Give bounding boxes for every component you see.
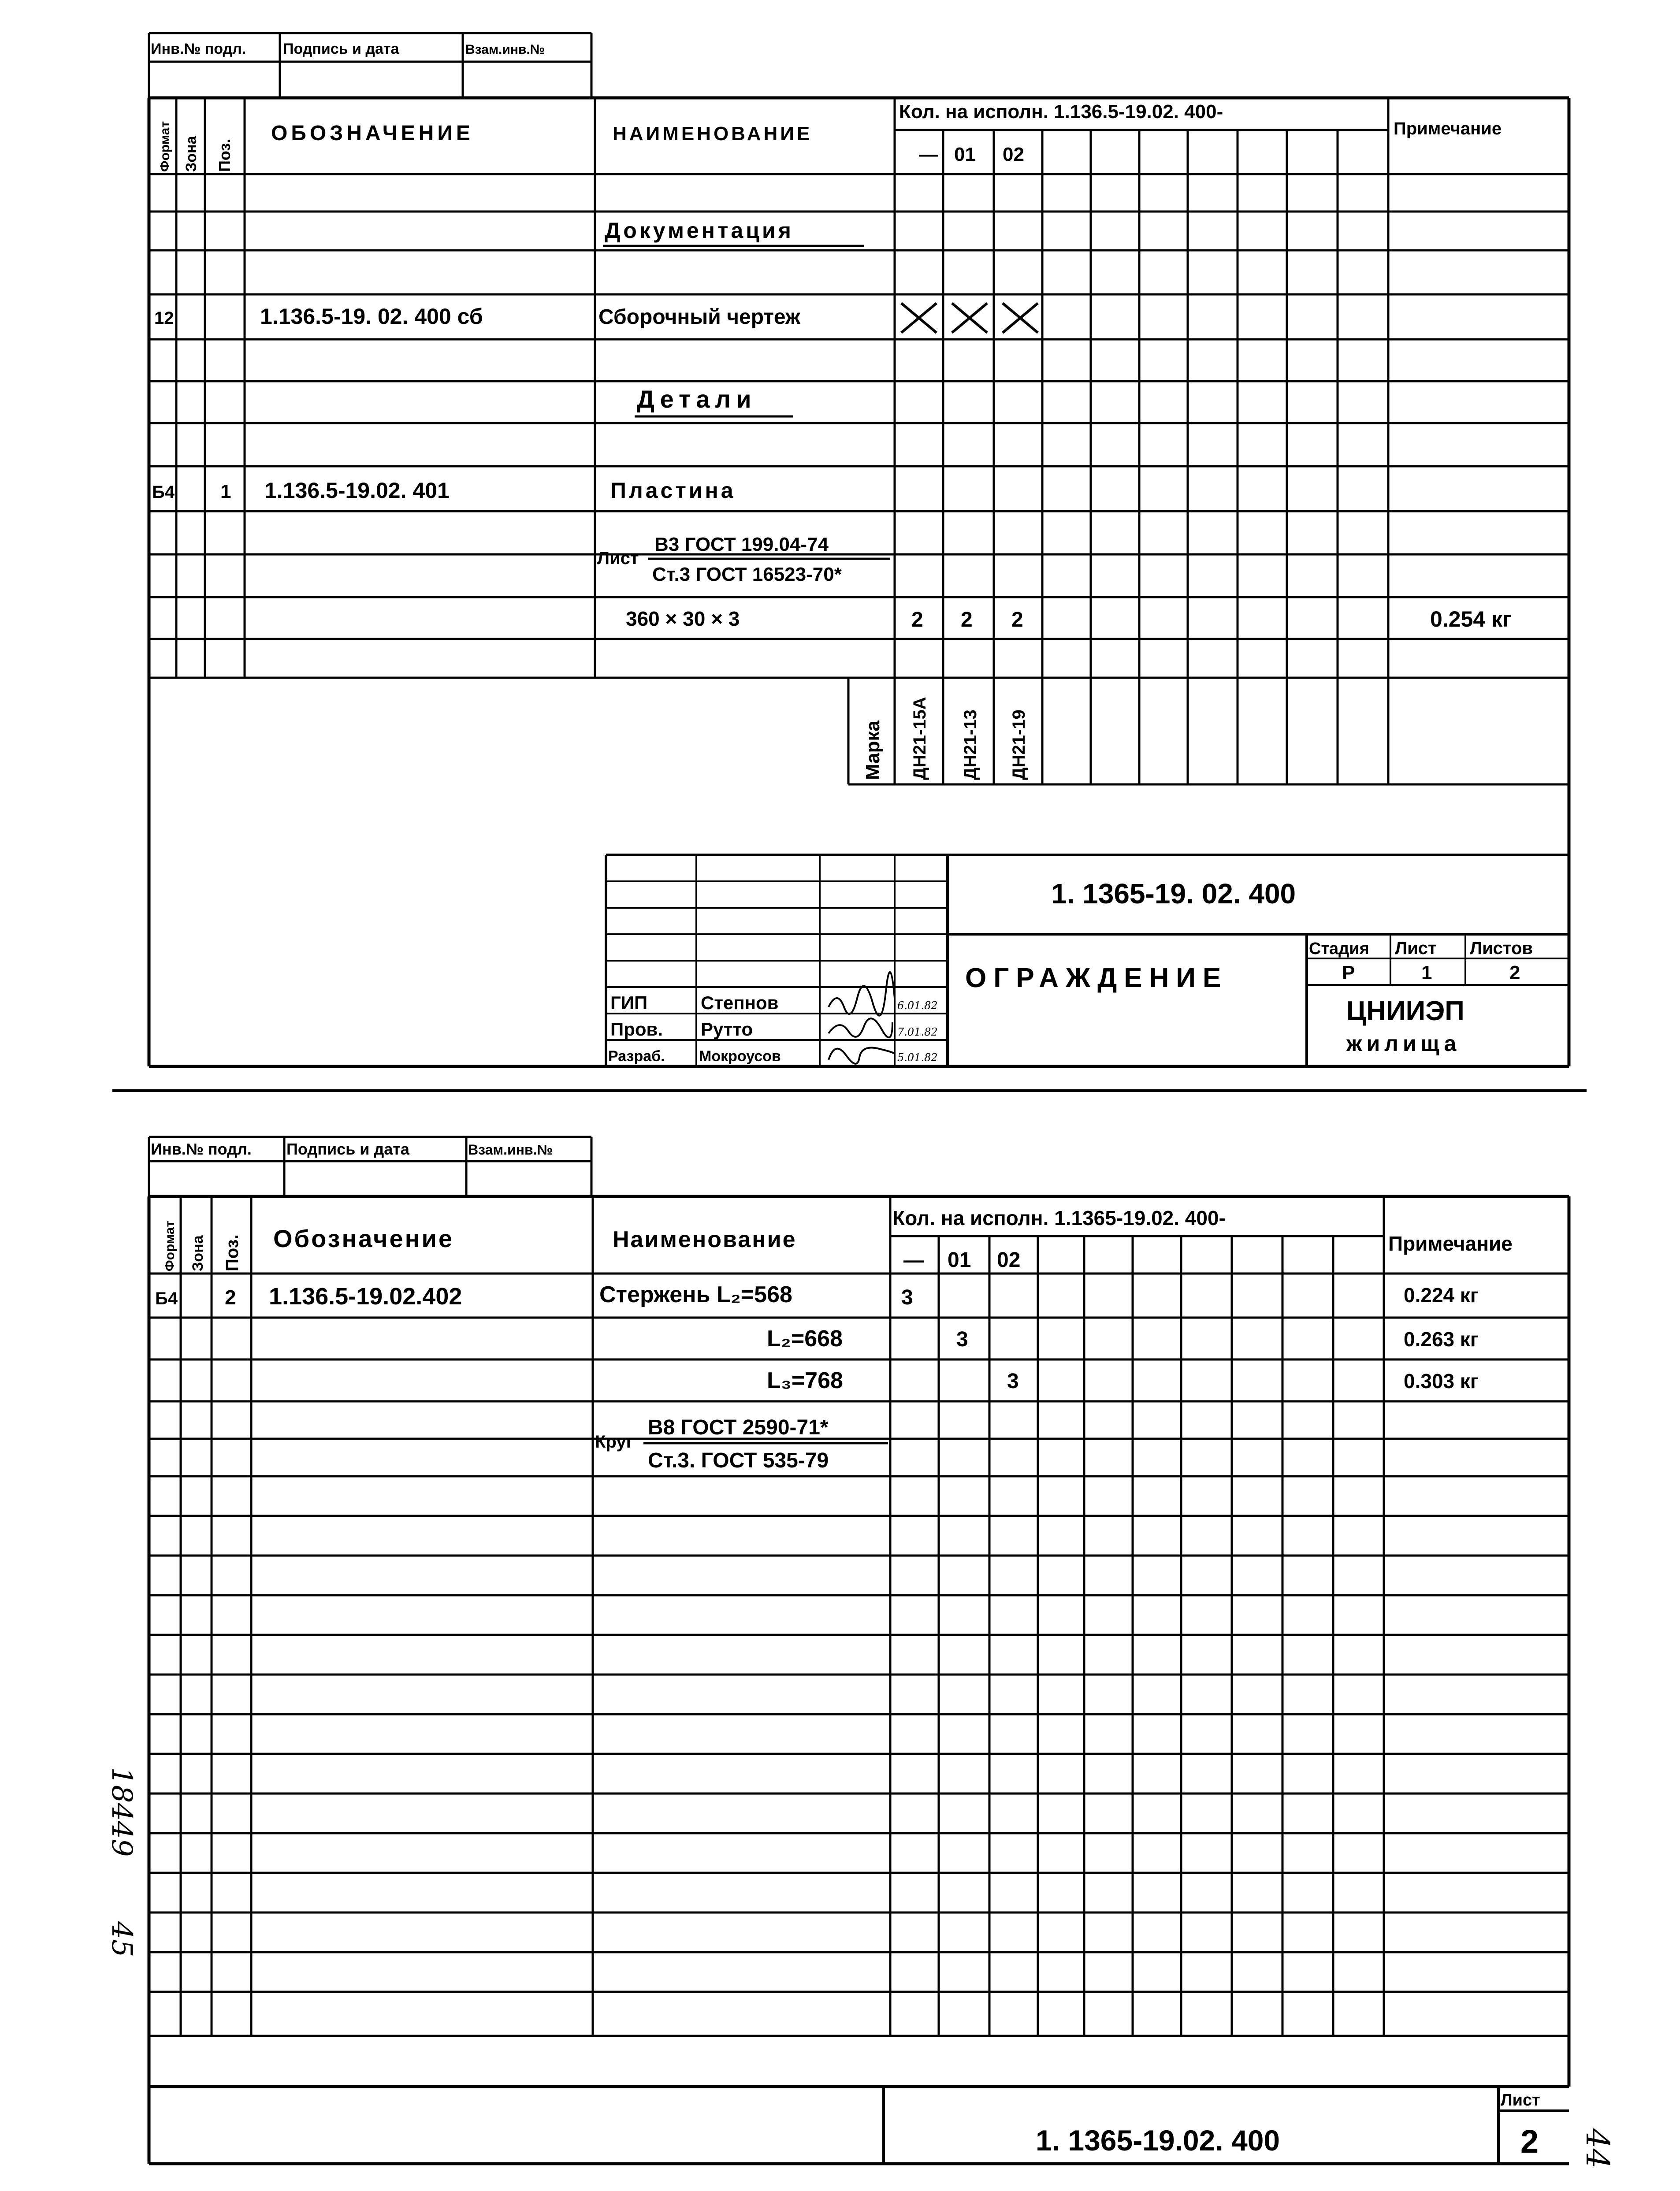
title-org-1: ЦНИИЭП: [1346, 996, 1464, 1026]
row-1-q1: 3: [956, 1328, 968, 1351]
material-bottom: Ст.3 ГОСТ 16523-70*: [652, 564, 842, 585]
person-date-0: 6.01.82: [897, 999, 938, 1012]
person-name-0: Степнов: [701, 992, 779, 1013]
header-designation: ОБОЗНАЧЕНИЕ: [271, 122, 474, 145]
header2-zone: Зона: [190, 1235, 206, 1271]
mark-0: ДН21-15А: [910, 697, 929, 780]
row-2-name: L₃=768: [767, 1368, 843, 1393]
header-pos: Поз.: [216, 138, 234, 172]
margin-note-1: 45: [105, 1921, 138, 1957]
header-format: Формат: [158, 121, 172, 172]
page-number: 44: [1579, 2128, 1616, 2169]
header2-exec-1: 01: [948, 1248, 971, 1272]
drawing-not-applicable-marks: [901, 303, 1038, 333]
person-role-0: ГИП: [610, 992, 648, 1013]
header-zone: Зона: [183, 136, 200, 172]
person-date-2: 5.01.82: [897, 1051, 938, 1064]
size-name: 360 × 30 × 3: [626, 607, 740, 630]
title-sheets-label: Листов: [1470, 939, 1533, 958]
stamp2-inv: Инв.№ подл.: [151, 1140, 252, 1158]
title-code: 1. 1365-19. 02. 400: [1051, 878, 1296, 910]
footer-code: 1. 1365-19.02. 400: [1036, 2124, 1280, 2157]
title-sheet-label: Лист: [1395, 939, 1437, 958]
drawing-format: 12: [154, 308, 174, 328]
section-details: Детали: [637, 385, 757, 413]
material-top: В3 ГОСТ 199.04-74: [654, 534, 829, 555]
footer-sheet: 2: [1520, 2123, 1539, 2160]
marks-label: Марка: [862, 720, 884, 780]
sheet-2: [149, 1137, 1569, 2164]
header2-exec-0: —: [903, 1248, 924, 1271]
margin-note-0: 18449: [105, 1767, 138, 1857]
header-exec-0: —: [919, 144, 938, 165]
row-1-name: L₂=668: [767, 1326, 843, 1352]
header2-exec-2: 02: [997, 1248, 1021, 1272]
header-name: НАИМЕНОВАНИЕ: [613, 123, 813, 145]
title-stage-label: Стадия: [1309, 940, 1369, 958]
footer-sheet-label: Лист: [1501, 2091, 1540, 2109]
row-0-note: 0.224 кг: [1404, 1284, 1479, 1307]
section-documentation: Документация: [605, 218, 794, 243]
stamp-sign-date: Подпись и дата: [283, 41, 399, 57]
material2-prefix: Круг: [595, 1432, 634, 1452]
row-0-q0: 3: [901, 1286, 913, 1309]
stamp-inv: Инв.№ подл.: [151, 41, 246, 57]
title-stage: Р: [1342, 962, 1355, 984]
title-name: ОГРАЖДЕНИЕ: [965, 963, 1228, 993]
mark-2: ДН21-19: [1009, 709, 1029, 780]
header2-qty-title: Кол. на исполн. 1.1365-19.02. 400-: [892, 1207, 1226, 1229]
header2-pos: Поз.: [223, 1234, 242, 1271]
header-note: Примечание: [1394, 119, 1502, 138]
row-0-designation: 1.136.5-19.02.402: [269, 1283, 462, 1310]
person-role-1: Пров.: [610, 1019, 663, 1040]
material2-top: В8 ГОСТ 2590-71*: [648, 1416, 829, 1439]
size-qty-2: 2: [1011, 608, 1023, 631]
stamp2-vzam: Взам.инв.№: [468, 1142, 553, 1158]
title-sheets: 2: [1509, 962, 1520, 984]
row-0-format: Б4: [155, 1289, 178, 1308]
plate-designation: 1.136.5-19.02. 401: [264, 478, 450, 503]
header-qty-title: Кол. на исполн. 1.136.5-19.02. 400-: [899, 101, 1223, 123]
size-note: 0.254 кг: [1430, 607, 1512, 631]
row-0-name: Стержень L₂=568: [599, 1282, 792, 1307]
stamp-vzam: Взам.инв.№: [465, 42, 545, 57]
row-2-note: 0.303 кг: [1404, 1370, 1479, 1393]
header-exec-1: 01: [954, 144, 976, 165]
row-2-q2: 3: [1007, 1370, 1019, 1393]
size-qty-1: 2: [961, 608, 973, 631]
plate-format: Б4: [152, 483, 175, 502]
drawing-name: Сборочный чертеж: [598, 305, 800, 329]
material2-bottom: Ст.3. ГОСТ 535-79: [648, 1449, 829, 1472]
header2-name: Наименование: [613, 1227, 797, 1252]
person-name-1: Рутто: [701, 1019, 753, 1040]
sheet-1: [149, 33, 1569, 1066]
title-org-2: жилища: [1346, 1031, 1461, 1056]
plate-name: Пластина: [610, 478, 736, 503]
stamp2-sign-date: Подпись и дата: [286, 1140, 409, 1158]
mark-1: ДН21-13: [961, 709, 980, 780]
row-0-pos: 2: [225, 1286, 236, 1309]
person-role-2: Разраб.: [608, 1048, 665, 1065]
material-prefix: Лист: [597, 549, 639, 568]
header-exec-2: 02: [1003, 144, 1024, 165]
row-1-note: 0.263 кг: [1404, 1328, 1479, 1351]
title-sheet: 1: [1421, 962, 1432, 984]
header2-note: Примечание: [1388, 1232, 1513, 1255]
header2-designation: Обозначение: [273, 1225, 454, 1252]
header2-format: Формат: [163, 1220, 177, 1271]
plate-zone: 1: [220, 481, 231, 502]
person-date-1: 7.01.82: [897, 1026, 938, 1038]
drawing-designation: 1.136.5-19. 02. 400 сб: [260, 304, 483, 329]
signatures: [829, 972, 895, 1064]
person-name-2: Мокроусов: [699, 1048, 781, 1065]
size-qty-0: 2: [911, 608, 923, 631]
